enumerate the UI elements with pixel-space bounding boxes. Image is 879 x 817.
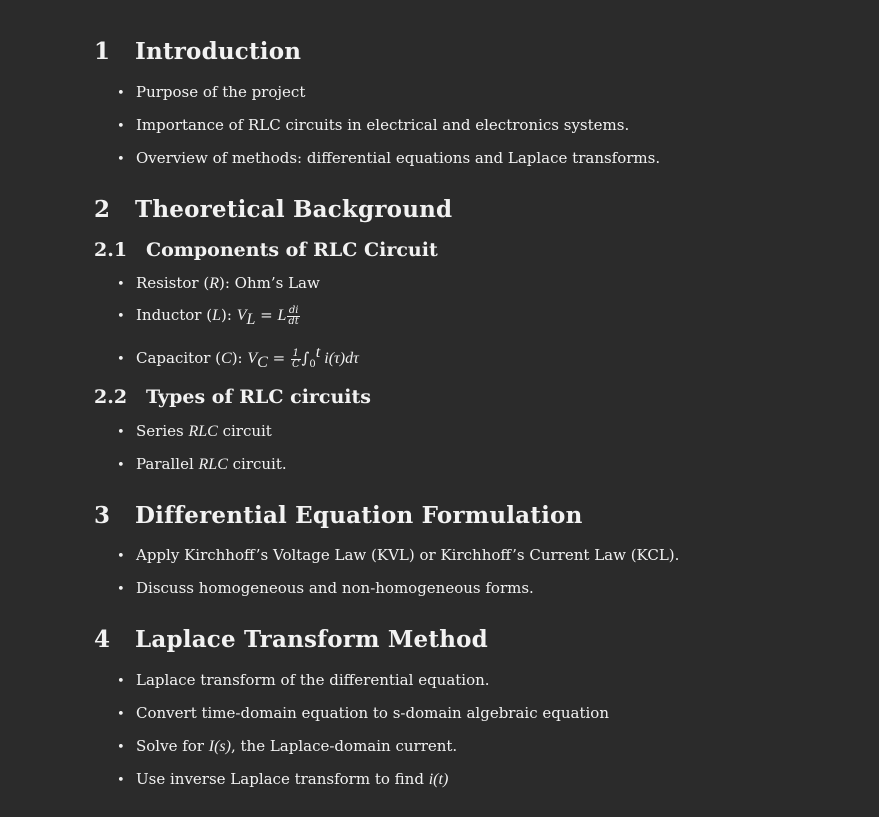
list-item: • Discuss homogeneous and non-homogeneous forms. <box>117 578 534 600</box>
section-title: Differential Equation Formulation <box>135 502 583 529</box>
section-heading-differential-equation <box>94 502 583 529</box>
bullet: • <box>117 674 125 689</box>
section-title: Theoretical Background <box>135 196 453 223</box>
bullet: • <box>117 119 125 134</box>
bullet: • <box>117 582 125 597</box>
list-item-parallel: • Parallel RLC circuit. <box>117 454 287 476</box>
section-heading-laplace-method <box>94 626 488 653</box>
list-item: • Importance of RLC circuits in electrical and electronics systems. <box>117 115 629 137</box>
bullet: • <box>117 86 125 101</box>
subsection-title: Components of RLC Circuit <box>146 239 438 261</box>
list-item: • Solve for I(s), the Laplace-domain current. <box>117 736 457 758</box>
bullet: • <box>117 458 125 473</box>
subsection-title: Types of RLC circuits <box>146 386 371 408</box>
list-item: • Purpose of the project <box>117 82 305 104</box>
section-number: 1 <box>94 38 111 65</box>
bullet: • <box>117 277 125 292</box>
capacitor-formula-lhs: V <box>247 350 258 367</box>
section-heading-introduction <box>94 38 301 65</box>
integral-sign: ∫ <box>301 349 310 367</box>
subsection-number: 2.2 <box>94 386 128 408</box>
bullet: • <box>117 707 125 722</box>
bullet: • <box>117 152 125 167</box>
list-item-resistor: • Resistor (R): Ohm’s Law <box>117 273 320 295</box>
bullet: • <box>117 425 125 440</box>
subsection-heading-types <box>94 386 371 408</box>
bullet: • <box>117 352 125 367</box>
bullet: • <box>117 740 125 755</box>
list-item-inductor: • Inductor (L): $V_L = L$ $\frac{di}{dt}$ <box>117 304 299 328</box>
list-item: • Overview of methods: differential equations and Laplace transforms. <box>117 148 660 170</box>
inductor-formula-lhs: V <box>236 307 247 324</box>
bullet: • <box>117 773 125 788</box>
section-title: Laplace Transform Method <box>135 626 488 653</box>
list-item: • Apply Kirchhoff’s Voltage Law (KVL) or Kirchhoff’s Current Law (KCL). <box>117 545 679 567</box>
bullet: • <box>117 309 125 324</box>
section-heading-theoretical-background <box>94 196 452 223</box>
list-item: • Use inverse Laplace transform to find i(t) <box>117 769 448 791</box>
list-item: • Laplace transform of the differential equation. <box>117 670 490 692</box>
section-title: Introduction <box>135 38 302 65</box>
subsection-heading-components <box>94 239 438 261</box>
list-item-capacitor: • Capacitor (C): $V_C$ = $\frac{1}{C}$ $\int_0^t$ i(τ)dτ <box>117 344 359 371</box>
section-number: 4 <box>94 626 111 653</box>
section-number: 2 <box>94 196 111 223</box>
reciprocal-fraction: $\frac{1}{C}$ <box>291 347 300 370</box>
bullet: • <box>117 549 125 564</box>
derivative-fraction: $\frac{di}{dt}$ <box>288 304 299 327</box>
list-item-series: • Series RLC circuit <box>117 421 272 443</box>
list-item: • Convert time-domain equation to s-domain algebraic equation <box>117 703 609 725</box>
subsection-number: 2.1 <box>94 239 128 261</box>
section-number: 3 <box>94 502 111 529</box>
